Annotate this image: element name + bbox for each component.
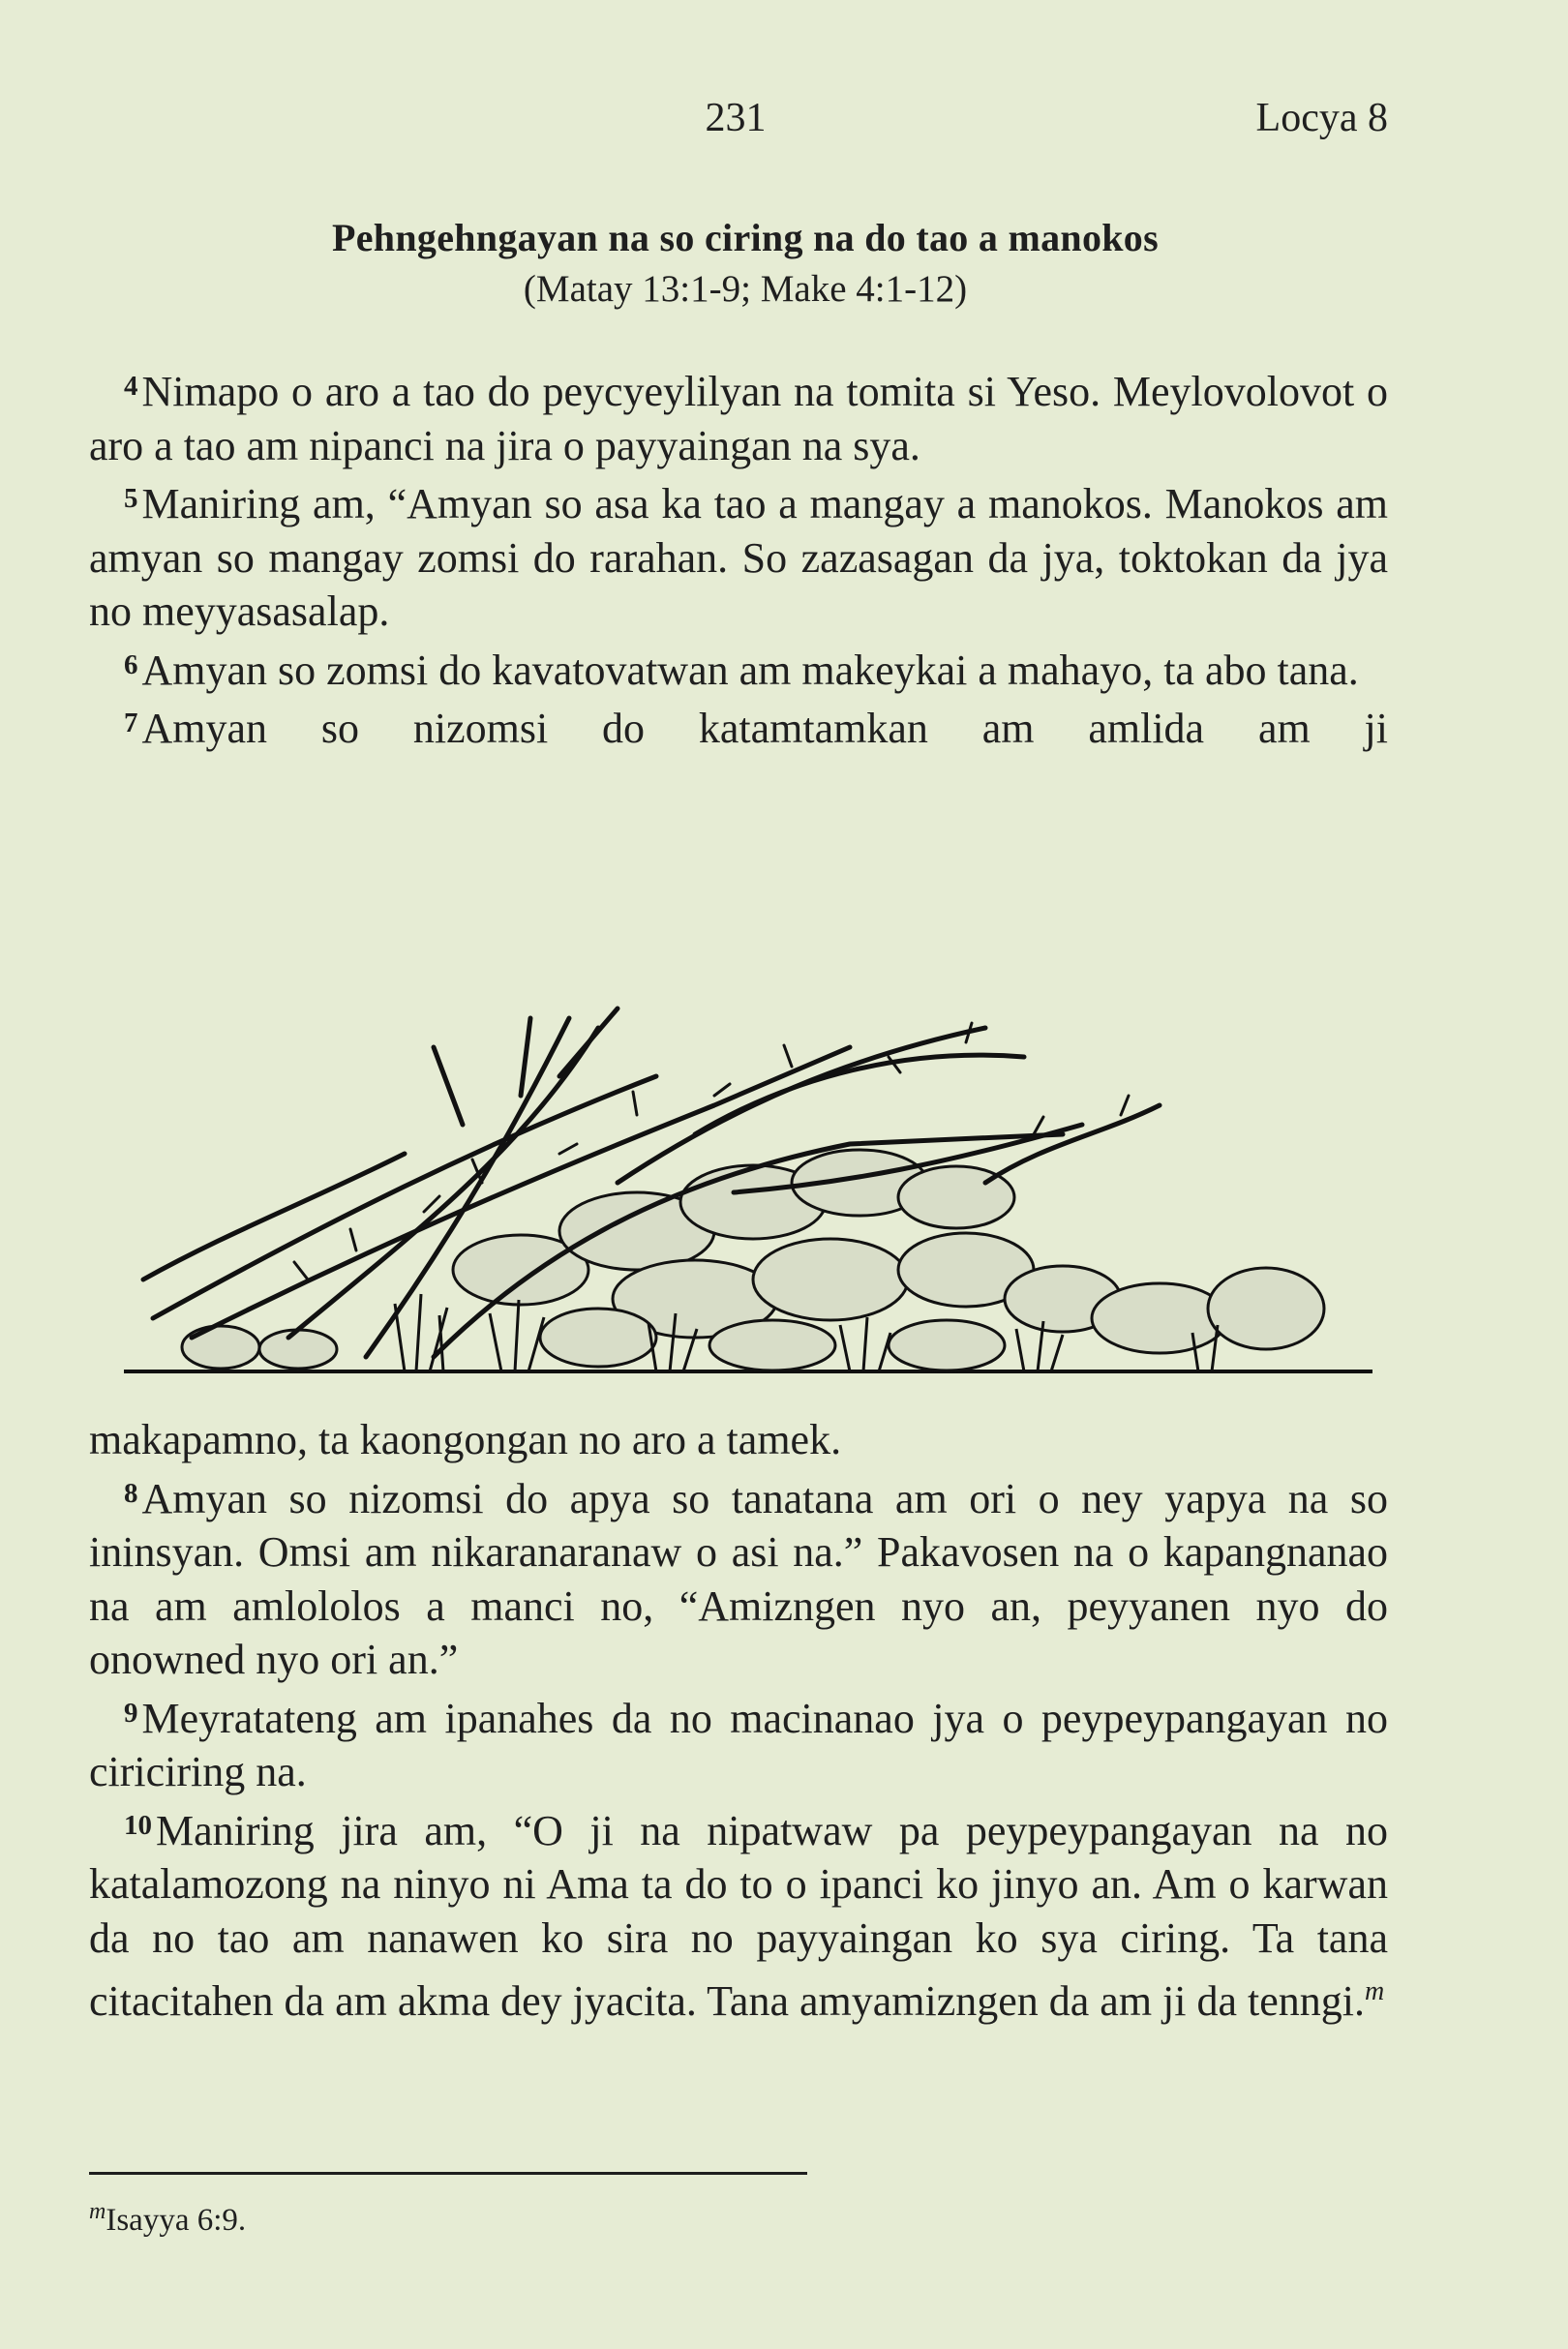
page-number: 231 (705, 96, 767, 140)
verse-text: makapamno, ta kaongongan no aro a tamek. (89, 1416, 842, 1463)
verse-7 (89, 697, 1388, 756)
footnote-mark: m (89, 2199, 106, 2224)
verse-text: Amyan so nizomsi do katamtamkan am amlida am ji (141, 705, 1388, 752)
verse-text: Maniring am, “Amyan so asa ka tao a mangay a manokos. Manokos am amyan so mangay zomsi do rarahan. So zazasagan da jya, toktokan da jya no meyyasasalap. (89, 480, 1388, 635)
section-title: Pehngehngayan na so ciring na do tao a manokos (332, 216, 1159, 259)
footnote (89, 2199, 246, 2239)
verse-6 (89, 639, 1388, 698)
footnote-divider (89, 2172, 807, 2175)
footnote-marker[interactable]: m (1365, 1976, 1385, 2006)
verse-9 (89, 1687, 1388, 1799)
verse-number: 9 (124, 1697, 138, 1729)
text-block-bottom (89, 1413, 1388, 2029)
footnote-text: Isayya 6:9. (106, 2203, 247, 2238)
verse-number: 5 (124, 483, 138, 514)
text-block-top (89, 360, 1388, 756)
verse-number: 8 (124, 1477, 138, 1509)
verse-text: Maniring jira am, “O ji na nipatwaw pa peypeypangayan na no katalamozong na ninyo ni Ama ta do to o ipanci ko jinyo an. Am o karwan da no tao am nanawen ko sira no payyaingan ko sya ciring. Ta tana citacitahen da am akma dey jyacita. Tana amyamizngen da am ji da tenngi. (89, 1806, 1388, 2025)
verse-number: 6 (124, 648, 138, 680)
verse-number: 4 (124, 371, 138, 402)
thorns-and-rocks-icon (114, 989, 1372, 1396)
running-header: Locya 8 (1255, 96, 1388, 140)
verse-4 (89, 360, 1388, 472)
verse-text: Amyan so zomsi do kavatovatwan am makeykai a mahayo, ta abo tana. (141, 646, 1359, 694)
verse-10 (89, 1799, 1388, 2029)
verse-text: Meyratateng am ipanahes da no macinanao jya o peypeypangayan no ciriciring na. (89, 1694, 1388, 1795)
verse-7-continued (89, 1413, 1388, 1467)
verse-text: Nimapo o aro a tao do peycyeylilyan na tomita si Yeso. Meylovolovot o aro a tao am nipanci na jira o payyaingan na sya. (89, 368, 1388, 469)
verse-number: 7 (124, 708, 138, 738)
section-reference: (Matay 13:1-9; Make 4:1-12) (523, 268, 968, 310)
verse-5 (89, 472, 1388, 639)
verse-number: 10 (124, 1809, 152, 1841)
verse-text: Amyan so nizomsi do apya so tanatana am ori o ney yapya na so ininsyan. Omsi am nikaranaranaw o asi na.” Pakavosen na o kapangnanao na am amlololos a manci no, “Amizngen nyo an, peyyanen nyo do onowned nyo ori an.” (89, 1474, 1388, 1683)
verse-8 (89, 1467, 1388, 1687)
